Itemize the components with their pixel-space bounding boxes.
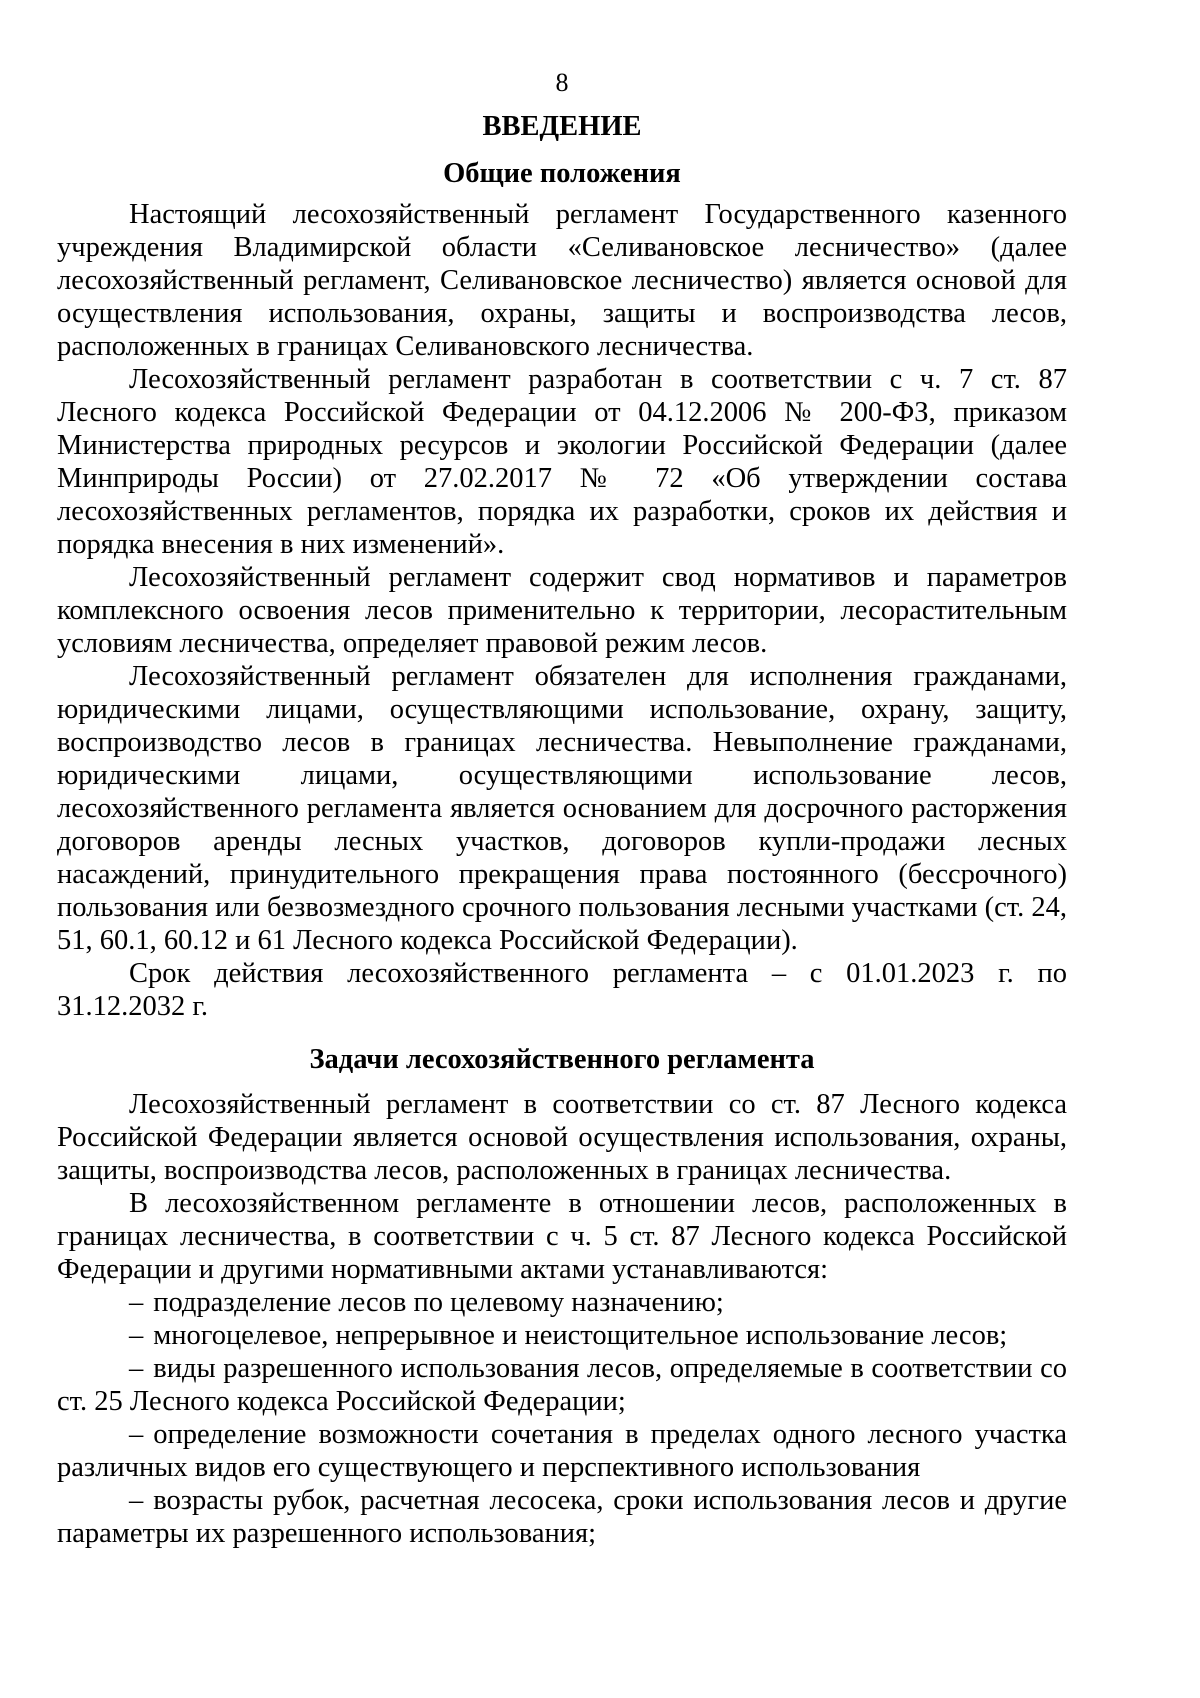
list-item xyxy=(57,1418,1067,1484)
list-item-text: подразделение лесов по целевому назначению; xyxy=(153,1287,724,1318)
paragraph: В лесохозяйственном регламенте в отношении лесов, расположенных в границах лесничества, в соответствии с ч. 5 ст. 87 Лесного кодекса Российской Федерации и другими нормативными актами устанавливаются: xyxy=(57,1188,1067,1285)
list-item xyxy=(57,1286,1067,1319)
list-dash: – xyxy=(129,1320,144,1351)
list-item xyxy=(57,1352,1067,1418)
list-dash: – xyxy=(129,1353,144,1384)
list-item xyxy=(57,1319,1067,1352)
document-title: ВВЕДЕНИЕ xyxy=(482,111,642,142)
list-item xyxy=(57,1484,1067,1550)
list-item-text: виды разрешенного использования лесов, определяемые в соответствии со ст. 25 Лесного кодекса Российской Федерации; xyxy=(57,1353,1067,1417)
page-number: 8 xyxy=(555,68,569,97)
paragraph: Лесохозяйственный регламент обязателен для исполнения гражданами, юридическими лицами, осуществляющими использование, охрану, защиту, воспроизводство лесов в границах лесничества. Невыполнение гражданами, юридическими лицами, осуществляющими использование лесов, лесохозяйственного регламента является основанием для досрочного расторжения договоров аренды лесных участков, договоров купли-продажи лесных насаждений, принудительного прекращения права постоянного (бессрочного) пользования или безвозмездного срочного пользования лесными участками (ст. 24, 51, 60.1, 60.12 и 61 Лесного кодекса Российской Федерации). xyxy=(57,661,1067,956)
list-dash: – xyxy=(129,1419,144,1450)
tasks-list xyxy=(57,1286,1067,1550)
list-item-text: возрасты рубок, расчетная лесосека, сроки использования лесов и другие параметры их разрешенного использования; xyxy=(57,1485,1067,1549)
section-heading-general: Общие положения xyxy=(443,158,681,189)
list-dash: – xyxy=(129,1485,144,1516)
paragraph: Срок действия лесохозяйственного регламента – с 01.01.2023 г. по 31.12.2032 г. xyxy=(57,958,1067,1022)
list-item-text: определение возможности сочетания в пределах одного лесного участка различных видов его существующего и перспективного использования xyxy=(57,1419,1067,1483)
document-page xyxy=(57,60,1067,1550)
list-dash: – xyxy=(129,1287,144,1318)
list-item-text: многоцелевое, непрерывное и неистощительное использование лесов; xyxy=(153,1320,1008,1351)
paragraph: Настоящий лесохозяйственный регламент Государственного казенного учреждения Владимирской области «Селивановское лесничество» (далее лесохозяйственный регламент, Селивановское лесничество) является основой для осуществления использования, охраны, защиты и воспроизводства лесов, расположенных в границах Селивановского лесничества. xyxy=(57,199,1067,362)
paragraph: Лесохозяйственный регламент содержит свод нормативов и параметров комплексного освоения лесов применительно к территории, лесорастительным условиям лесничества, определяет правовой режим лесов. xyxy=(57,562,1067,659)
section-heading-tasks: Задачи лесохозяйственного регламента xyxy=(309,1044,815,1075)
paragraph: Лесохозяйственный регламент в соответствии со ст. 87 Лесного кодекса Российской Федерации является основой осуществления использования, охраны, защиты, воспроизводства лесов, расположенных в границах лесничества. xyxy=(57,1089,1067,1186)
paragraph: Лесохозяйственный регламент разработан в соответствии с ч. 7 ст. 87 Лесного кодекса Российской Федерации от 04.12.2006 № 200-ФЗ, приказом Министерства природных ресурсов и экологии Российской Федерации (далее Минприроды России) от 27.02.2017 № 72 «Об утверждении состава лесохозяйственных регламентов, порядка их разработки, сроков их действия и порядка внесения в них изменений». xyxy=(57,364,1067,560)
